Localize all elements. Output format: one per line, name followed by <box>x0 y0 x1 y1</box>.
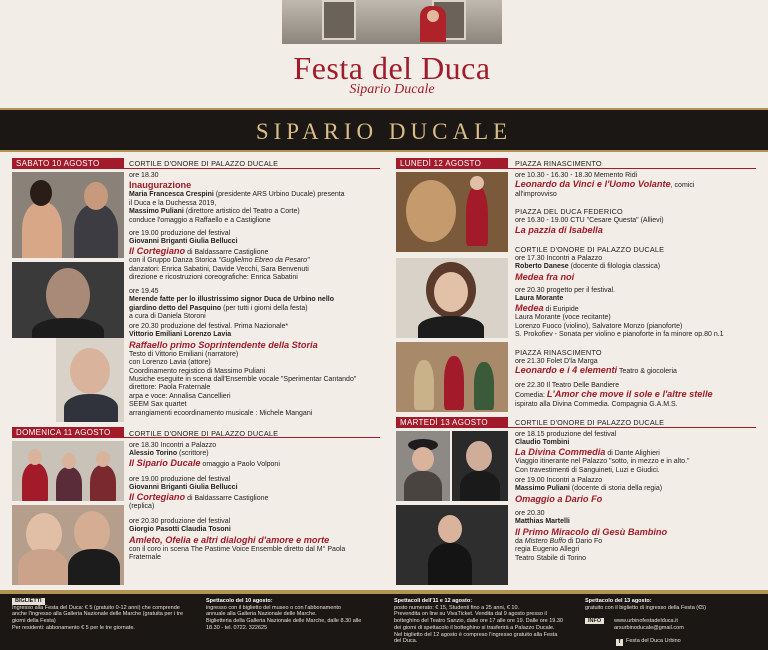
event-primo-miracolo: ore 20.30 Matthias Martelli Il Primo Miracolo di Gesù Bambino da Mistero Buffo di Dario Fo regia Eugenio Allegri Teatro Stabile di Torino <box>515 510 756 563</box>
event-title: Medea <box>515 302 544 313</box>
actor-hat-photo <box>396 431 450 501</box>
couple-photo <box>12 505 124 585</box>
footer-spettacolo-10: Spettacolo del 10 agosto: ingresso con il biglietto del museo o con l'abbonamento annuale alla Galleria Nazionale delle Marche. Biglietteria della Galleria Nazionale delle Marche, dalle 8.30 alle 18.30 - tel. 0722. 322625 <box>206 598 362 631</box>
event-leonardo-uomo-volante: ore 10.30 - 16.30 - 18.30 Memento Ridi Leonardo da Vinci e l'Uomo Volante, comici all'improvviso <box>515 172 695 198</box>
footer-spettacolo-13: Spettacolo del 13 agosto: gratuito con il biglietto di ingresso della Festa (€5) <box>585 598 707 611</box>
info-tag: INFO <box>585 618 604 624</box>
event-title: Omaggio a Dario Fo <box>515 493 603 504</box>
performers-photo <box>12 172 124 258</box>
event-cortegiano-replica: ore 19.00 produzione del festival Giovanni Briganti Giulia Bellucci Il Cortegiano di Baldassarre Castiglione (replica) <box>129 476 269 511</box>
biglietti-tag: BIGLIETTI <box>12 598 45 605</box>
figure <box>64 394 118 422</box>
figure <box>22 202 62 258</box>
event-title: L'Amor che move il sole e l'altre stelle <box>546 389 713 400</box>
figure <box>460 471 500 501</box>
costume-performers-photo <box>12 441 124 501</box>
venue-label: CORTILE D'ONORE DI PALAZZO DUCALE <box>515 245 665 254</box>
figure-head <box>70 348 110 394</box>
event-cortegiano: ore 19.00 produzione del festival Giovanni Briganti Giulia Bellucci Il Cortegiano di Baldassarre Castiglione con il Gruppo Danza Storica "Guglielmo Ebreo da Pesaro" danzatori: Enrica Sabatini, Davide Vecchi, Sara Benvenuti direzione e ricostruzioni coreografiche: Enrica Sabatini <box>129 230 310 282</box>
event-title: La Divina Commedia <box>515 446 606 457</box>
figure-head <box>466 441 492 471</box>
figure <box>18 549 68 585</box>
figure-head <box>28 449 42 465</box>
figure-head <box>470 176 484 190</box>
banner-title: SIPARIO DUCALE <box>255 119 513 144</box>
event-merende: ore 19.45 Merende fatte per lo illustrissimo signor Duca de Urbino nello giardino detto del Pasquino (per tutti i giorni della festa) a cura di Daniela Storoni <box>129 288 334 321</box>
event-title: Il Sipario Ducale <box>129 457 201 468</box>
figure-head <box>96 451 110 467</box>
event-sipario-ducale: ore 18.30 Incontri a Palazzo Alessio Torino (scrittore) Il Sipario Ducale omaggio a Paolo Volponi <box>129 442 280 468</box>
event-title: Raffaello primo Soprintendente della Storia <box>129 339 318 350</box>
website-link[interactable]: www.urbinofestadelduca.it <box>614 618 678 624</box>
figure <box>418 316 484 338</box>
day-header-tue: MARTEDÌ 13 AGOSTO <box>396 417 508 428</box>
figure <box>414 360 434 410</box>
page-header <box>0 0 768 108</box>
event-title: Medea fra noi <box>515 271 575 282</box>
figure <box>56 467 82 501</box>
figure <box>68 549 120 585</box>
event-title: Il Cortegiano <box>129 491 186 502</box>
title-banner <box>0 108 768 152</box>
footer <box>0 590 768 650</box>
figure-head <box>74 511 110 553</box>
venue-label: PIAZZA RINASCIMENTO <box>515 348 602 357</box>
event-title: Amleto, Ofelia e altri dialoghi d'amore e morte <box>129 534 330 545</box>
figure-head <box>46 268 90 322</box>
figure <box>466 186 488 246</box>
venue-label: PIAZZA RINASCIMENTO <box>515 159 602 168</box>
laura-morante-photo <box>396 258 508 338</box>
figure <box>90 465 116 501</box>
facebook-icon: f <box>616 639 623 646</box>
brand-title: Festa del Duca <box>293 50 491 86</box>
facebook-link[interactable]: Festa del Duca Urbino <box>626 638 681 644</box>
figure <box>22 463 48 501</box>
event-amor-che-move: ore 22.30 Il Teatro Delle Bandiere Comedia: L'Amor che move il sole e l'altre stelle ispirato alla Divina Commedia. Compagnia G.A.M.S. <box>515 382 713 408</box>
author-portrait-photo <box>56 338 124 422</box>
event-pazzia-isabella: ore 16.30 - 19.00 CTU "Cesare Questa" (Allievi) La pazzia di Isabella <box>515 217 756 236</box>
duke-face <box>427 10 439 22</box>
figure <box>74 204 118 258</box>
event-inaugurazione: ore 18.30 Inaugurazione Maria Francesca Crespini (presidente ARS Urbino Ducale) presenta il Duca e la Duchessa 2019, Massimo Puliani (direttore artistico del Teatro a Corte) conduce l'omaggio a Raffaello e a Castiglione <box>129 172 380 225</box>
email-link[interactable]: arsurbinoducale@gmail.com <box>614 624 684 631</box>
figure <box>32 318 104 338</box>
figure-head <box>30 180 52 206</box>
jugglers-photo <box>396 342 508 412</box>
palace-window <box>322 0 356 40</box>
day-header-sat: SABATO 10 AGOSTO <box>12 158 124 169</box>
venue-label: CORTILE D'ONORE DI PALAZZO DUCALE <box>515 418 665 427</box>
divider <box>508 168 756 169</box>
event-raffaello: ore 20.30 produzione del festival. Prima Nazionale* Vittorio Emiliani Lorenzo Lavia Raffaello primo Soprintendente della Storia Testo di Vittorio Emiliani (narratore) con Lorenzo Lavia (attore) Coordinamento registico di Massimo Puliani Musiche eseguite in scena dall'Ensemble vocale "Sperimentar Cantando" direttore: Paola Fraternale arpa e voce: Annalisa Cancellieri SEEM Sax quartet arrangiamenti ecoordinamento musicale : Michele Mangani <box>129 323 380 418</box>
figure-head <box>62 453 76 469</box>
figure <box>444 356 464 410</box>
leonardo-photo <box>396 172 508 252</box>
day-header-mon: LUNEDÌ 12 AGOSTO <box>396 158 508 169</box>
figure <box>474 362 494 410</box>
figure <box>428 543 472 585</box>
event-medea-fra-noi: ore 17.30 Incontri a Palazzo Roberto Danese (docente di filologia classica) Medea fra noi <box>515 255 756 283</box>
event-divina-commedia: ore 18.15 produzione del festival Claudio Tombini La Divina Commedia di Dante Alighieri Viaggio itinerante nel Palazzo "sotto, in mezzo e in alto." Con travestimenti di Sanguineti, Luzi e Giudici. <box>515 431 690 474</box>
footer-spettacolo-11-12: Spettacoli dell'11 e 12 agosto: posto numerato: € 15, Studenti fino a 25 anni, € 10. Prevendita on line su VivaTicket. Vendita dal 9 agosto presso il botteghino del Teatro Sanzio, dalle ore 17 alle ore 19. Dalle ore 19.30 dei giorni di spettacolo il botteghino si trasferirà a Palazzo Ducale. Nel biglietto del 12 agosto è compreso l'ingresso gratuito alla Festa del Duca. <box>394 598 563 645</box>
venue-label: PIAZZA DEL DUCA FEDERICO <box>515 207 623 216</box>
event-amleto: ore 20.30 produzione del festival Giorgio Pasotti Claudia Tosoni Amleto, Ofelia e altri dialoghi d'amore e morte con il coro in scena The Pastime Voice Ensemble diretto dal M° Paola Fraternale <box>129 518 380 563</box>
divider <box>124 168 380 169</box>
event-medea: ore 20.30 progetto per il festival. Laura Morante Medea di Euripide Laura Morante (voce recitante) Lorenzo Fuoco (violino), Salvatore Monzo (pianoforte) S. Prokofiev - Sonata per violino e pianoforte in fa minore op.80 n.1 <box>515 287 724 339</box>
figure-head <box>412 447 434 471</box>
palace-balcony-photo <box>282 0 502 44</box>
figure-head <box>438 515 462 543</box>
event-title: Il Cortegiano <box>129 245 186 256</box>
actor-portrait-photo <box>12 262 124 338</box>
event-title: Leonardo da Vinci e l'Uomo Volante <box>515 179 671 190</box>
venue-label: CORTILE D'ONORE DI PALAZZO DUCALE <box>129 159 279 168</box>
event-title: Inaugurazione <box>129 180 192 191</box>
figure-head <box>84 182 108 210</box>
divider <box>508 427 756 428</box>
figure <box>404 471 442 501</box>
event-title: Leonardo e i 4 elementi <box>515 365 618 376</box>
event-title: Il Primo Miracolo di Gesù Bambino <box>515 526 668 537</box>
event-leonardo-4-elementi: ore 21.30 Folet D'la Marga Leonardo e i 4 elementi Teatro & giocoleria <box>515 358 677 376</box>
figure-head <box>406 180 456 242</box>
footer-biglietti: BIGLIETTI Ingresso alla Festa del Duca: € 5 (gratuito 0-12 anni) che comprende anche l'ingresso alla Galleria Nazionale delle Marche (gratuita per i tre giorni della Festa) Per residenti: abbonamento € 5 per le tre giornate. <box>12 598 184 631</box>
event-omaggio-dario-fo: ore 19.00 Incontri a Palazzo Massimo Puliani (docente di storia della regia) Omaggio a Dario Fo <box>515 477 756 505</box>
figure-face <box>434 272 468 312</box>
venue-label: CORTILE D'ONORE DI PALAZZO DUCALE <box>129 429 279 438</box>
footer-contacts <box>614 618 764 631</box>
matthias-martelli-photo <box>396 505 508 585</box>
dario-fo-photo <box>452 431 508 501</box>
day-header-sun: DOMENICA 11 AGOSTO <box>12 427 124 438</box>
event-title: La pazzia di Isabella <box>515 225 603 236</box>
brand-subtitle: Sipario Ducale <box>349 82 435 97</box>
